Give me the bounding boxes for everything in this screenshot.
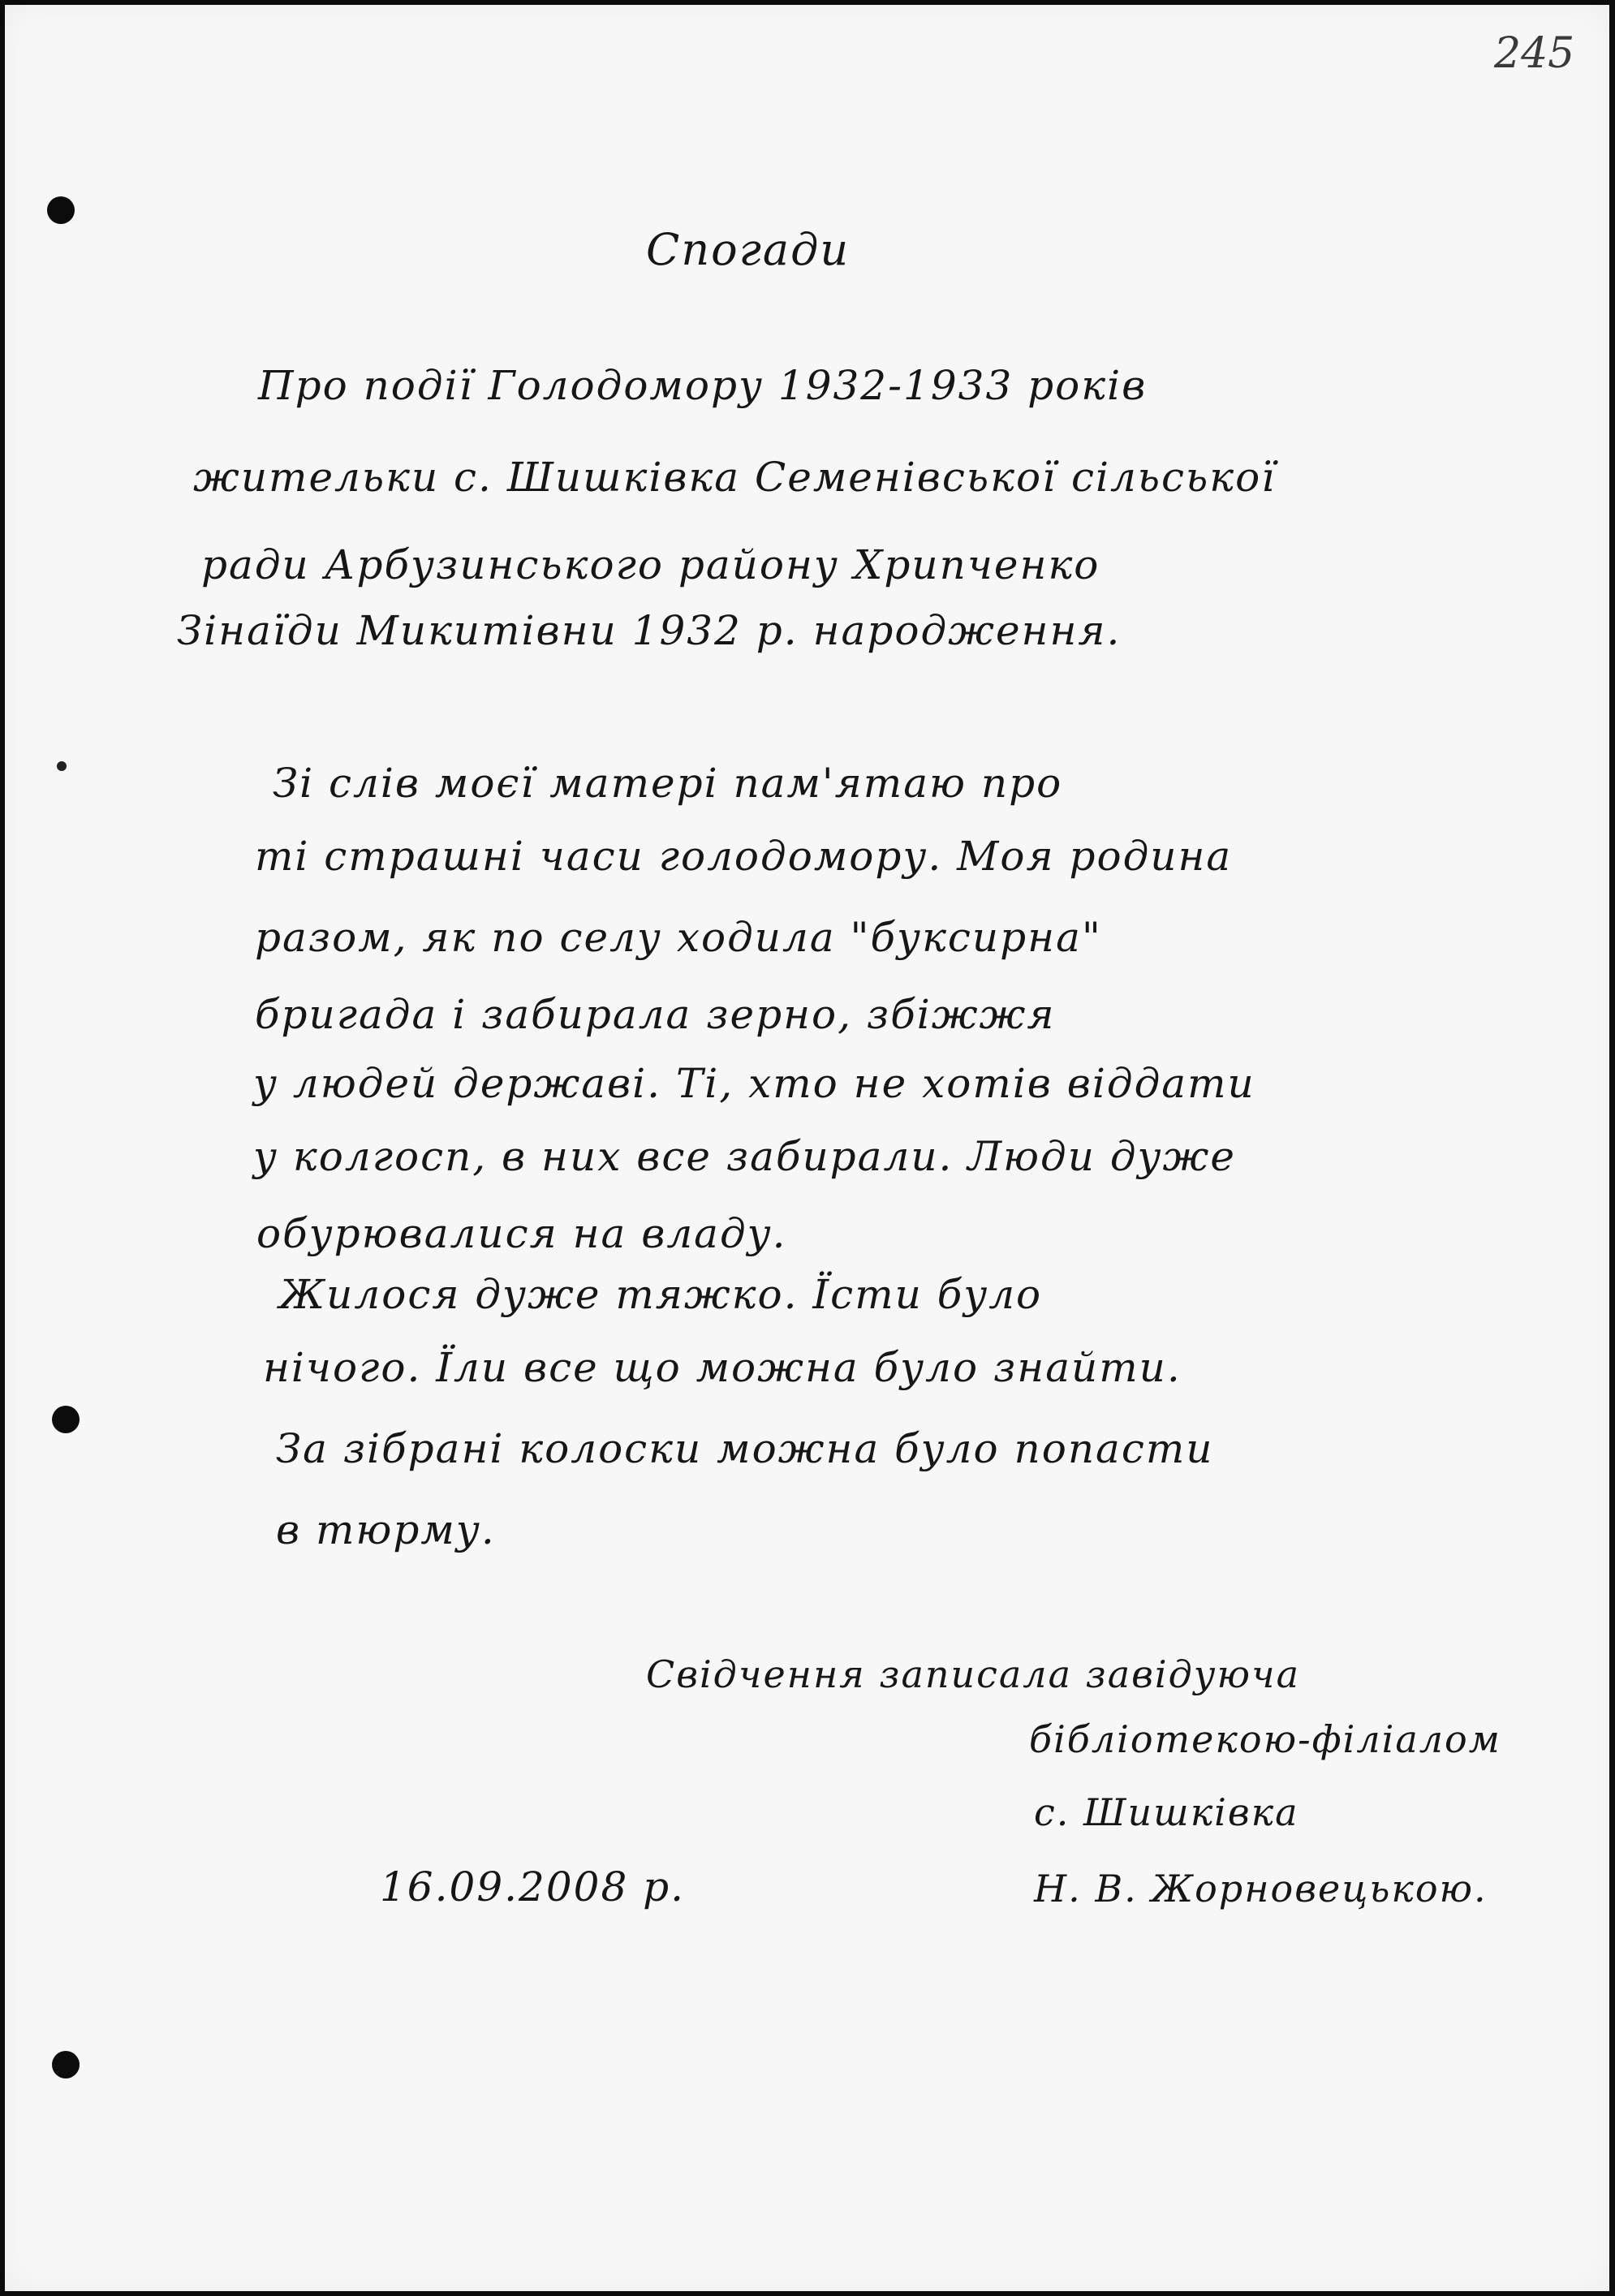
- document-date: 16.09.2008 р.: [380, 1863, 686, 1910]
- body-line: нічого. Їли все що можна було знайти.: [263, 1344, 1182, 1391]
- heading-line: ради Арбузинського району Хрипченко: [201, 541, 1100, 588]
- body-line: разом, як по селу ходила "буксирна": [255, 914, 1102, 961]
- punch-hole-top: [47, 196, 75, 224]
- body-line: ті страшні часи голодомору. Моя родина: [255, 833, 1233, 880]
- signature-line: бібліотекою-філіалом: [1029, 1717, 1501, 1761]
- heading-line: Зінаїди Микитівни 1932 р. народження.: [177, 607, 1122, 654]
- signature-line: с. Шишківка: [1034, 1790, 1299, 1834]
- signature-line: Н. В. Жорновецькою.: [1034, 1867, 1488, 1910]
- heading-line: жительки с. Шишківка Семенівської сільської: [193, 454, 1277, 501]
- signature-line: Свідчення записала завідуюча: [646, 1652, 1301, 1696]
- body-line: у людей державі. Ті, хто не хотів віддати: [253, 1060, 1255, 1107]
- body-line: Зі слів моєї матері пам'ятаю про: [273, 760, 1063, 807]
- margin-mark: [57, 761, 67, 771]
- document-title: Спогади: [646, 224, 851, 275]
- body-line: у колгосп, в них все забирали. Люди дуже: [253, 1133, 1236, 1180]
- body-line: в тюрму.: [276, 1506, 496, 1553]
- heading-line: Про події Голодомору 1932-1933 років: [258, 362, 1148, 409]
- body-line: обурювалися на владу.: [256, 1210, 787, 1257]
- body-line: За зібрані колоски можна було попасти: [276, 1425, 1214, 1472]
- punch-hole-bottom: [52, 2051, 80, 2078]
- punch-hole-middle: [52, 1406, 80, 1433]
- body-line: бригада і забирала зерно, збіжжя: [255, 991, 1056, 1038]
- body-line: Жилося дуже тяжко. Їсти було: [279, 1271, 1043, 1318]
- document-page: [5, 5, 1609, 2291]
- page-number: 245: [1494, 29, 1575, 78]
